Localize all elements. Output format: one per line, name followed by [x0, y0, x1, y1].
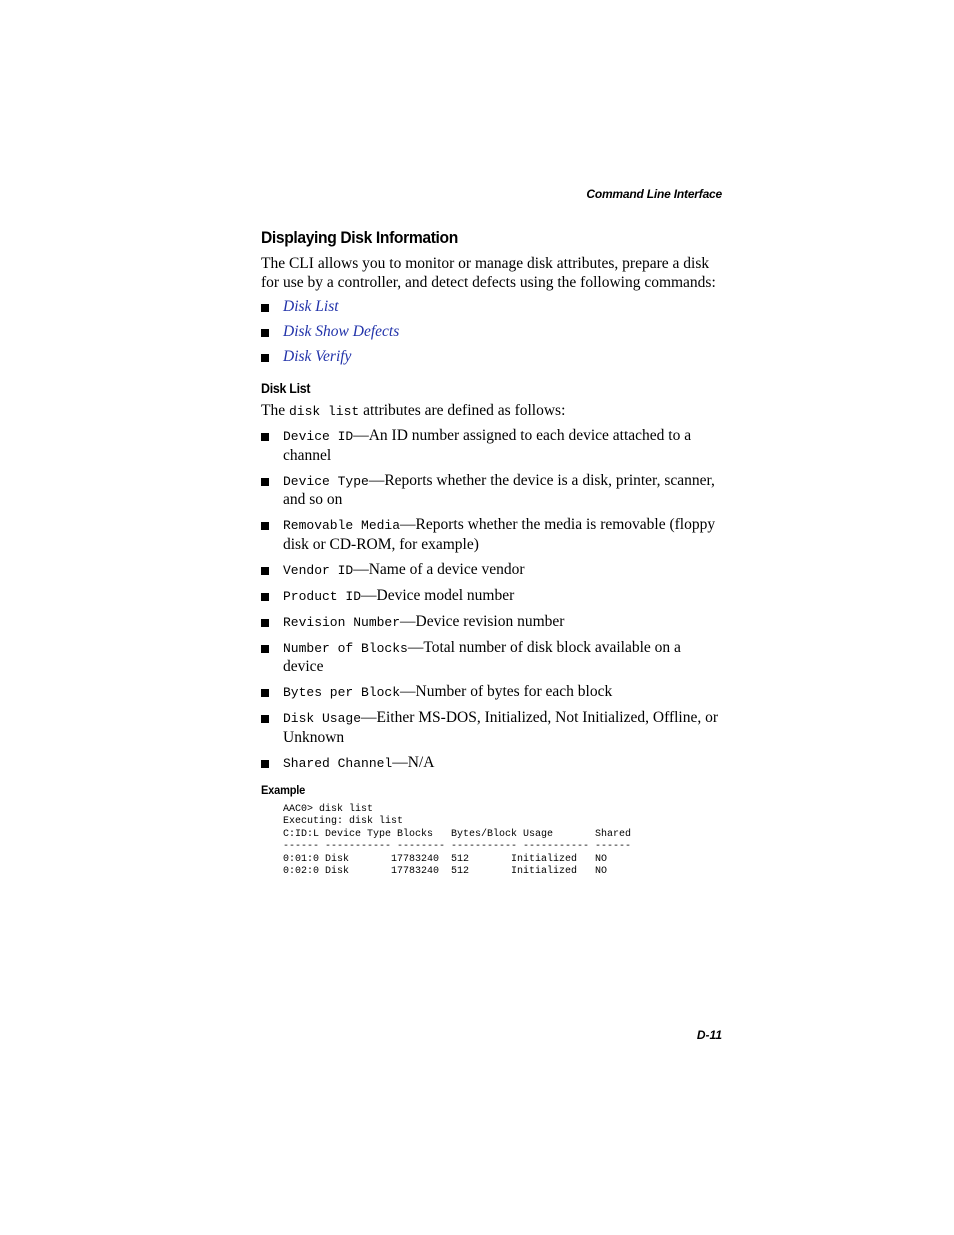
page-content	[261, 228, 723, 878]
list-item	[261, 683, 723, 703]
example-title: Example	[261, 783, 306, 797]
attribute-term: Revision Number	[283, 614, 401, 630]
bullet-icon	[261, 329, 269, 337]
attribute-term: Disk Usage	[283, 711, 362, 726]
intro-text: The	[261, 401, 289, 419]
list-item	[261, 472, 723, 510]
page-number: D-11	[696, 1028, 722, 1042]
list-item[interactable]	[261, 323, 723, 342]
attribute-term: Device Type	[283, 473, 369, 489]
attribute-desc: —Reports whether the device is a disk, printer, scanner, and so on	[283, 471, 715, 508]
attribute-term: Shared Channel	[283, 755, 393, 771]
list-item	[261, 754, 723, 774]
attribute-desc: —Device revision number	[400, 612, 565, 630]
attribute-desc: —An ID number assigned to each device attached to a channel	[283, 427, 692, 464]
command-list	[261, 298, 723, 367]
attribute-desc: —Number of bytes for each block	[400, 683, 613, 700]
subsection-intro	[261, 402, 723, 422]
section-title: Displaying Disk Information	[261, 228, 458, 247]
subsection-title: Disk List	[261, 380, 311, 396]
list-item	[261, 639, 723, 677]
attribute-term: Removable Media	[283, 518, 401, 533]
bullet-icon	[261, 433, 269, 441]
list-item[interactable]	[261, 348, 723, 367]
attribute-term: Vendor ID	[283, 562, 354, 578]
intro-code: disk list	[288, 403, 360, 419]
attribute-term: Bytes per Block	[283, 685, 401, 700]
bullet-icon	[261, 619, 269, 627]
bullet-icon	[261, 567, 269, 575]
intro-text: attributes are defined as follows:	[359, 401, 566, 419]
bullet-icon	[261, 689, 269, 697]
bullet-icon	[261, 522, 269, 530]
list-item	[261, 427, 723, 465]
attribute-term: Number of Blocks	[283, 640, 408, 656]
bullet-icon	[261, 645, 269, 653]
command-link-disk-verify[interactable]: Disk Verify	[283, 348, 352, 365]
attribute-desc: —Either MS-DOS, Initialized, Not Initialized, Offline, or Unknown	[283, 709, 719, 746]
list-item	[261, 516, 723, 554]
bullet-icon	[261, 304, 269, 312]
list-item[interactable]	[261, 298, 723, 317]
attribute-desc: —Reports whether the media is removable (floppy disk or CD-ROM, for example)	[283, 516, 716, 553]
list-item	[261, 709, 723, 747]
example-code-block: AAC0> disk list Executing: disk list C:ID:L Device Type Blocks Bytes/Block Usage Shared ------ ----------- -------- ----------- ----------- ------ 0:01:0 Disk 17783240 512 Initialized NO 0:02:0 Disk 17783240 512 Initialized NO	[283, 804, 632, 878]
command-link-disk-show-defects[interactable]: Disk Show Defects	[283, 323, 400, 340]
bullet-icon	[261, 478, 269, 486]
attribute-desc: —N/A	[392, 753, 435, 771]
bullet-icon	[261, 354, 269, 362]
bullet-icon	[261, 760, 269, 768]
attribute-term: Device ID	[283, 429, 354, 444]
list-item	[261, 561, 723, 581]
list-item	[261, 587, 723, 607]
list-item	[261, 613, 723, 633]
bullet-icon	[261, 593, 269, 601]
attribute-term: Product ID	[283, 588, 362, 604]
section-intro: The CLI allows you to monitor or manage disk attributes, prepare a disk for use by a controller, and detect defects using the following commands:	[261, 255, 716, 291]
attribute-desc: —Device model number	[361, 586, 515, 604]
attribute-desc: —Name of a device vendor	[353, 560, 525, 578]
command-link-disk-list[interactable]: Disk List	[283, 298, 339, 315]
attribute-desc: —Total number of disk block available on a device	[283, 638, 681, 675]
attribute-list	[261, 427, 723, 773]
bullet-icon	[261, 715, 269, 723]
running-header: Command Line Interface	[586, 187, 722, 201]
